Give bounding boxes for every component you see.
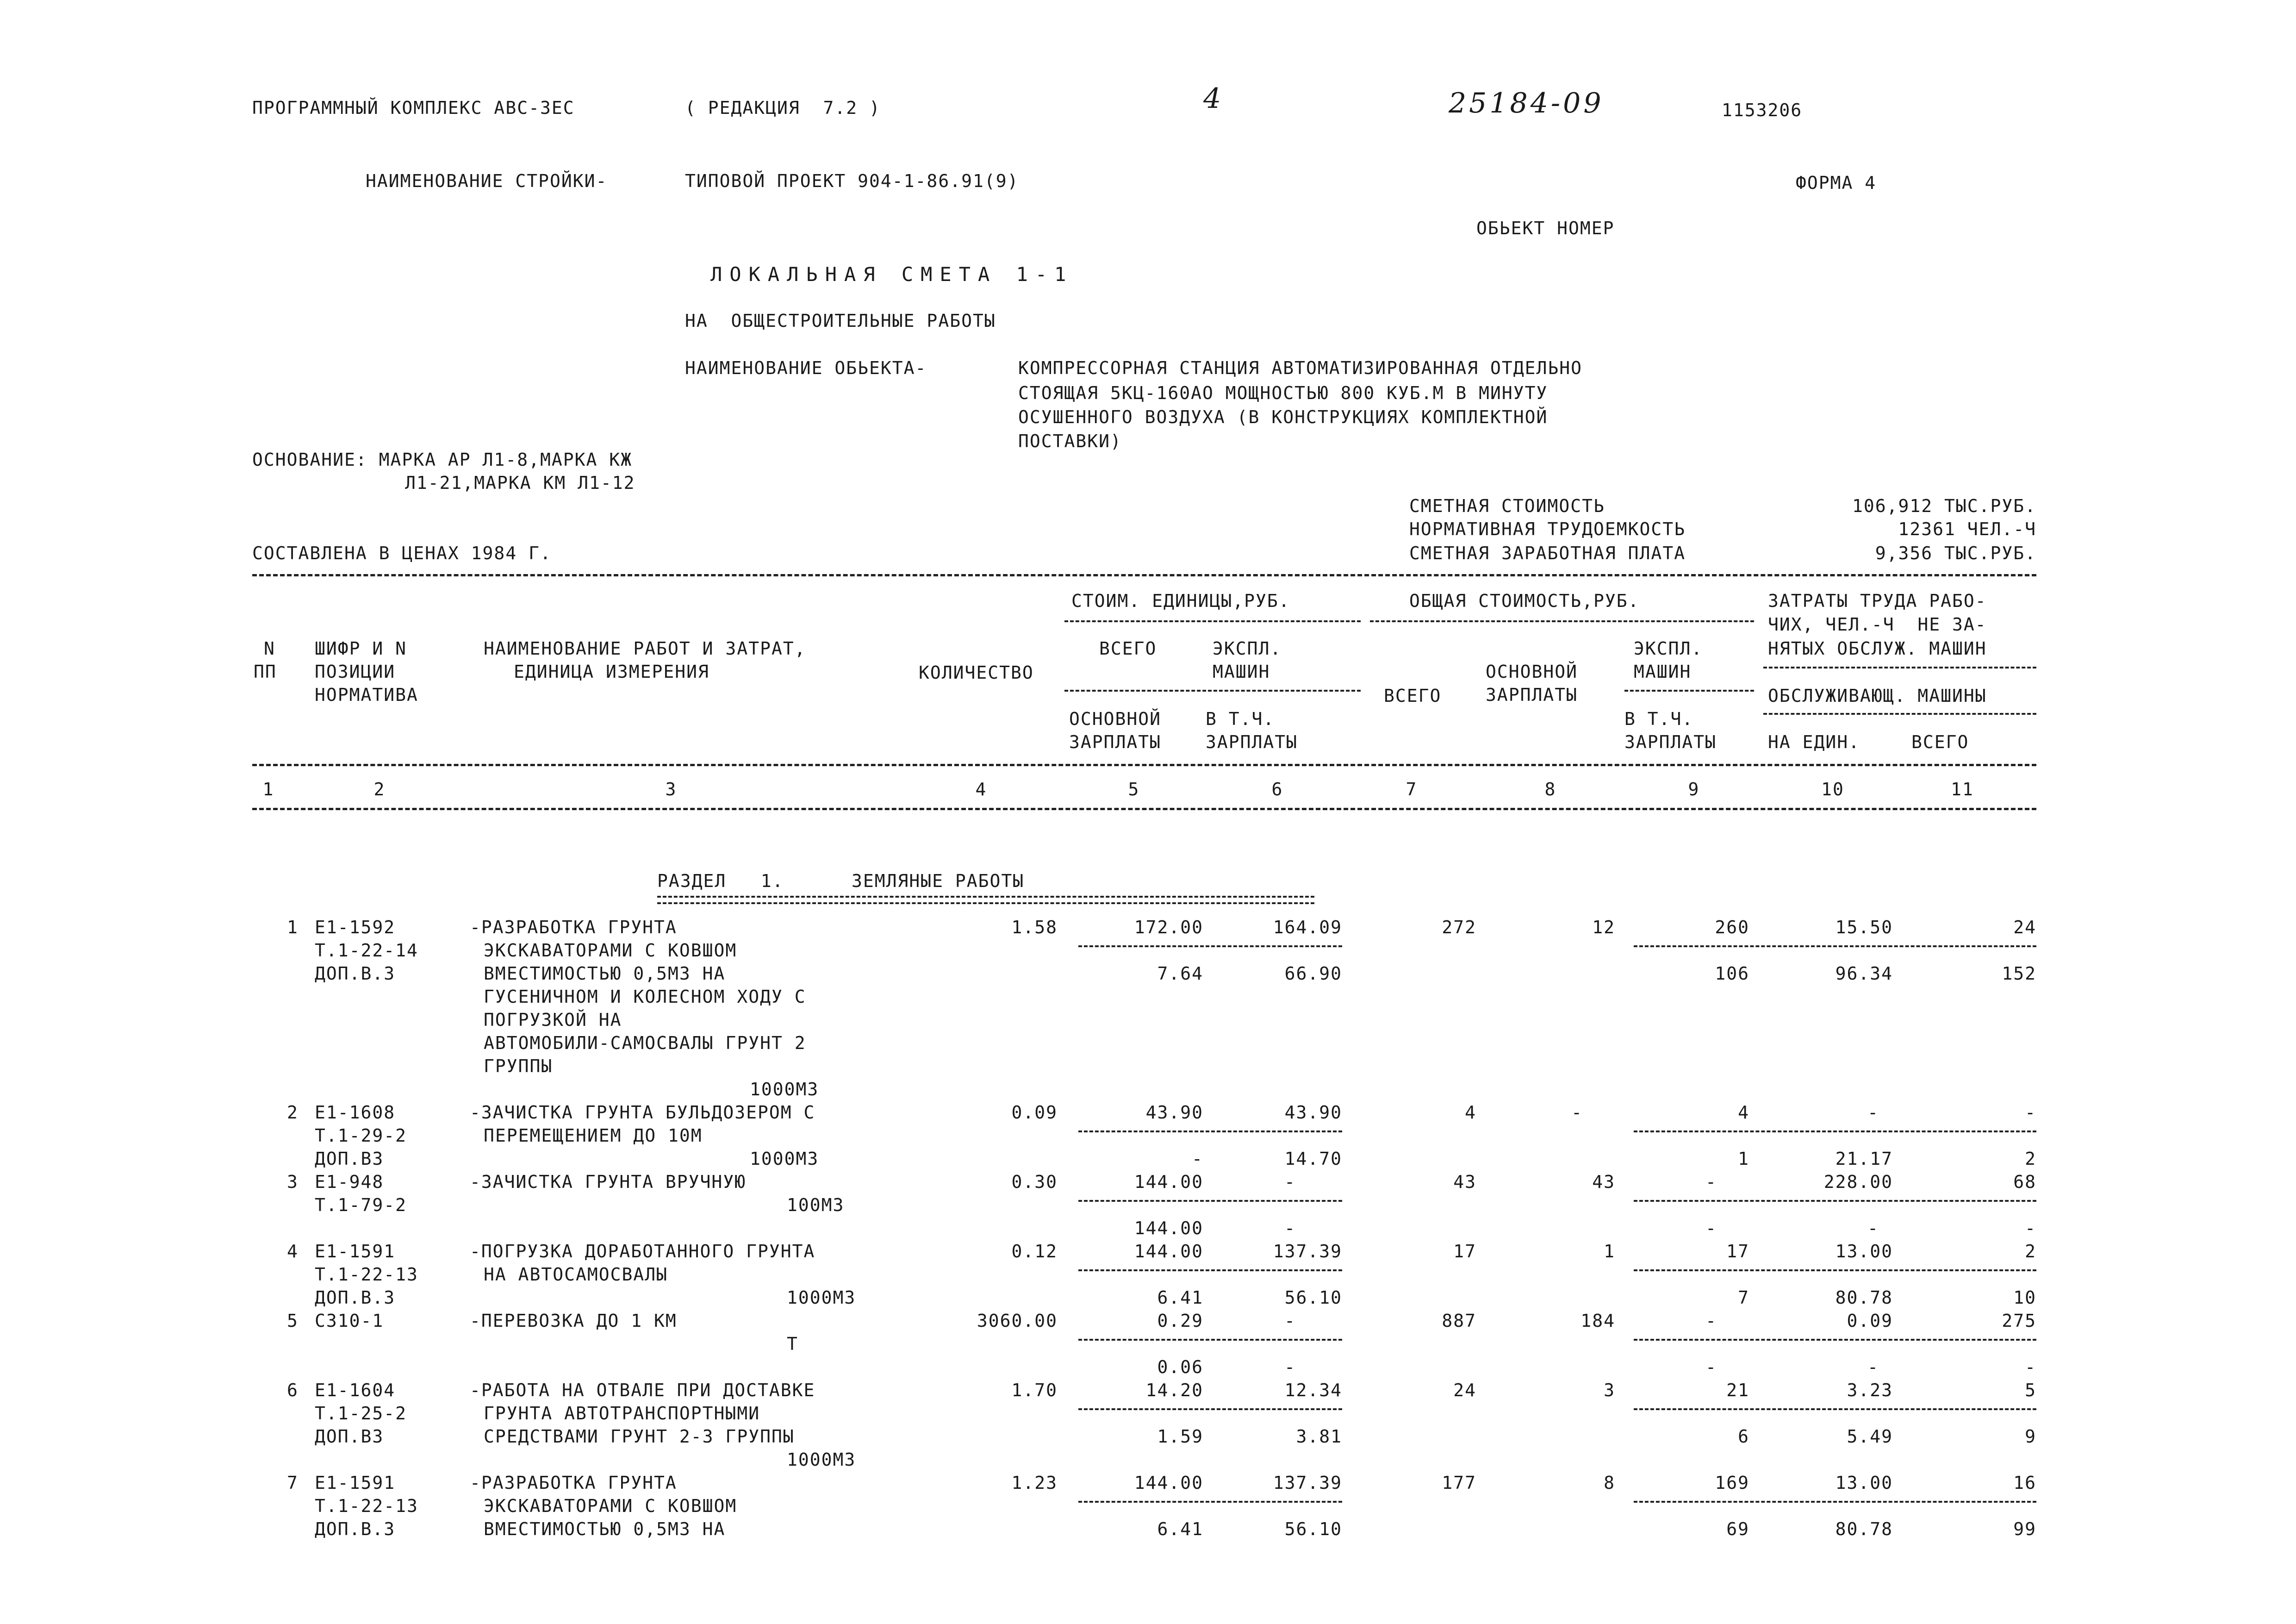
row-2-tc-exp: 4 <box>1738 1102 1749 1123</box>
h-labor-rule-2 <box>1763 713 2036 715</box>
row-5-qty: 3060.00 <box>977 1311 1058 1331</box>
edition: ( РЕДАКЦИЯ 7.2 ) <box>685 98 881 118</box>
row-1-lab-total: 24 <box>2013 917 2036 937</box>
document-subtitle: НА ОБЩЕСТРОИТЕЛЬНЫЕ РАБОТЫ <box>685 311 996 331</box>
row-2-code-2: Т.1-29-2 <box>315 1125 407 1146</box>
row-1-lab-unit-2: 96.34 <box>1835 963 1893 984</box>
row-5-lab-total-2: - <box>2025 1357 2036 1377</box>
row-7-desc-1: -РАЗРАБОТКА ГРУНТА <box>470 1473 677 1493</box>
object-label: НАИМЕНОВАНИЕ ОБЬЕКТА- <box>685 358 927 378</box>
h-col3-l2: ЕДИНИЦА ИЗМЕРЕНИЯ <box>514 662 709 682</box>
summary-label-wage: СМЕТНАЯ ЗАРАБОТНАЯ ПЛАТА <box>1409 543 1686 563</box>
row-6-unit: 1000М3 <box>787 1449 856 1470</box>
row-7-n: 7 <box>287 1473 299 1493</box>
row-3-right-rule <box>1634 1200 2036 1202</box>
row-1-right-rule <box>1634 945 2036 947</box>
row-6-desc-2: ГРУНТА АВТОТРАНСПОРТНЫМИ <box>484 1403 760 1424</box>
construction-value: ТИПОВОЙ ПРОЕКТ 904-1-86.91(9) <box>685 171 1019 191</box>
summary-label-labor: НОРМАТИВНАЯ ТРУДОЕМКОСТЬ <box>1409 519 1686 539</box>
h-col1-l2: ПП <box>254 662 277 682</box>
row-4-uc-base: 6.41 <box>1157 1287 1203 1308</box>
row-6-tc-incl: 6 <box>1738 1426 1749 1447</box>
h-unit-cost: СТОИМ. ЕДИНИЦЫ,РУБ. <box>1071 591 1290 611</box>
row-2-qty: 0.09 <box>1011 1102 1058 1123</box>
row-6-lab-unit: 3.23 <box>1847 1380 1893 1400</box>
row-1-desc-7: ГРУППЫ <box>484 1056 553 1076</box>
summary-value-wage: 9,356 ТЫС.РУБ. <box>1875 543 2036 563</box>
row-2-uc-all: 43.90 <box>1145 1102 1203 1123</box>
row-1-code-1: Е1-1592 <box>315 917 396 937</box>
row-6-uc-rule <box>1078 1408 1342 1410</box>
col-num-10: 10 <box>1821 779 1844 800</box>
row-3-tc-exp: - <box>1705 1172 1717 1192</box>
col-num-3: 3 <box>665 779 677 800</box>
section-name: ЗЕМЛЯНЫЕ РАБОТЫ <box>852 871 1025 891</box>
row-2-uc-base: - <box>1192 1149 1203 1169</box>
row-1-uc-base: 7.64 <box>1157 963 1203 984</box>
row-2-right-rule <box>1634 1131 2036 1132</box>
header-bottom-rule <box>252 808 2036 810</box>
header-top-rule <box>252 574 2036 576</box>
h-unit-cost-rule <box>1064 620 1361 622</box>
object-number-label: ОБЬЕКТ НОМЕР <box>1476 218 1615 238</box>
row-3-lab-total: 68 <box>2013 1172 2036 1192</box>
row-5-tc-base: 184 <box>1580 1311 1615 1331</box>
row-7-tc-all: 177 <box>1442 1473 1476 1493</box>
construction-label: НАИМЕНОВАНИЕ СТРОЙКИ- <box>366 171 608 191</box>
row-2-uc-exp: 43.90 <box>1284 1102 1342 1123</box>
row-2-code-1: Е1-1608 <box>315 1102 396 1123</box>
document-id: 1153206 <box>1722 100 1803 120</box>
row-2-tc-incl: 1 <box>1738 1149 1749 1169</box>
row-4-desc-1: -ПОГРУЗКА ДОРАБОТАННОГО ГРУНТА <box>470 1241 815 1262</box>
section-label: РАЗДЕЛ 1. <box>657 871 784 891</box>
h-tc-base-l2: ЗАРПЛАТЫ <box>1486 685 1578 705</box>
row-5-right-rule <box>1634 1339 2036 1341</box>
h-col4: КОЛИЧЕСТВО <box>919 662 1034 683</box>
h-col1-l1: N <box>264 638 275 659</box>
row-3-uc-rule <box>1078 1200 1342 1202</box>
h-total-cost-rule <box>1370 620 1754 622</box>
row-3-unit: 100М3 <box>787 1195 845 1215</box>
summary-value-cost: 106,912 ТЫС.РУБ. <box>1852 496 2036 516</box>
h-tc-incl-l2: ЗАРПЛАТЫ <box>1624 732 1717 752</box>
h-total: ВСЕГО <box>1911 732 1969 752</box>
header-mid-rule <box>252 764 2036 766</box>
h-col2-l2: ПОЗИЦИИ <box>315 662 396 682</box>
h-tc-base-l1: ОСНОВНОЙ <box>1486 662 1578 682</box>
row-3-uc-base: 144.00 <box>1134 1218 1203 1238</box>
col-num-6: 6 <box>1271 779 1283 800</box>
row-3-uc-all: 144.00 <box>1134 1172 1203 1192</box>
row-1-desc-5: ПОГРУЗКОЙ НА <box>484 1010 622 1030</box>
row-7-lab-total-2: 99 <box>2013 1519 2036 1539</box>
h-total-cost: ОБЩАЯ СТОИМОСТЬ,РУБ. <box>1409 591 1640 611</box>
row-5-uc-exp: - <box>1284 1311 1296 1331</box>
row-3-code-2: Т.1-79-2 <box>315 1195 407 1215</box>
row-4-tc-incl: 7 <box>1738 1287 1749 1308</box>
h-per-unit: НА ЕДИН. <box>1768 732 1860 752</box>
row-7-tc-incl: 69 <box>1726 1519 1749 1539</box>
row-2-desc-1: -ЗАЧИСТКА ГРУНТА БУЛЬДОЗЕРОМ С <box>470 1102 815 1123</box>
col-num-2: 2 <box>373 779 386 800</box>
row-7-right-rule <box>1634 1501 2036 1503</box>
row-6-lab-total: 5 <box>2025 1380 2036 1400</box>
row-4-unit: 1000М3 <box>787 1287 856 1308</box>
row-3-n: 3 <box>287 1172 299 1192</box>
row-5-unit: Т <box>787 1334 798 1354</box>
row-4-uc-rule <box>1078 1269 1342 1271</box>
row-1-desc-4: ГУСЕНИЧНОМ И КОЛЕСНОМ ХОДУ С <box>484 987 806 1007</box>
row-7-desc-2: ЭКСКАВАТОРАМИ С КОВШОМ <box>484 1496 737 1516</box>
row-4-uc-exp: 137.39 <box>1273 1241 1342 1262</box>
h-labor-l3: НЯТЫХ ОБСЛУЖ. МАШИН <box>1768 638 1987 659</box>
row-5-uc-base: 0.06 <box>1157 1357 1203 1377</box>
row-4-qty: 0.12 <box>1011 1241 1058 1262</box>
row-1-desc-6: АВТОМОБИЛИ-САМОСВАЛЫ ГРУНТ 2 <box>484 1033 806 1053</box>
h-labor-rule-1 <box>1763 667 2036 668</box>
row-5-lab-unit: 0.09 <box>1847 1311 1893 1331</box>
row-1-code-3: ДОП.В.3 <box>315 963 396 984</box>
row-6-code-2: Т.1-25-2 <box>315 1403 407 1424</box>
row-1-tc-all: 272 <box>1442 917 1476 937</box>
row-7-uc-rule <box>1078 1501 1342 1503</box>
col-num-4: 4 <box>975 779 987 800</box>
row-3-tc-all: 43 <box>1453 1172 1476 1192</box>
row-3-uc-exp: - <box>1284 1172 1296 1192</box>
h-tc-exp-l2: МАШИН <box>1634 662 1692 682</box>
row-6-tc-exp: 21 <box>1726 1380 1749 1400</box>
row-3-qty: 0.30 <box>1011 1172 1058 1192</box>
object-line-3: ОСУШЕННОГО ВОЗДУХА (В КОНСТРУКЦИЯХ КОМПЛЕКТНОЙ <box>1018 407 1548 427</box>
row-1-lab-total-2: 152 <box>2002 963 2036 984</box>
row-3-tc-base: 43 <box>1592 1172 1615 1192</box>
row-1-lab-unit: 15.50 <box>1835 917 1893 937</box>
row-5-uc-all: 0.29 <box>1157 1311 1203 1331</box>
row-3-lab-unit: 228.00 <box>1823 1172 1893 1192</box>
row-4-uc-incl: 56.10 <box>1284 1287 1342 1308</box>
row-1-desc-2: ЭКСКАВАТОРАМИ С КОВШОМ <box>484 940 737 961</box>
row-6-n: 6 <box>287 1380 299 1400</box>
col-num-1: 1 <box>262 779 274 800</box>
row-1-desc-1: -РАЗРАБОТКА ГРУНТА <box>470 917 677 937</box>
row-2-tc-all: 4 <box>1465 1102 1476 1123</box>
row-3-lab-unit-2: - <box>1867 1218 1879 1238</box>
object-line-4: ПОСТАВКИ) <box>1018 431 1122 451</box>
row-6-uc-exp: 12.34 <box>1284 1380 1342 1400</box>
row-2-lab-unit: - <box>1867 1102 1879 1123</box>
h-labor-l1: ЗАТРАТЫ ТРУДА РАБО- <box>1768 591 1987 611</box>
h-uc-exp-l2: МАШИН <box>1213 662 1270 682</box>
h-labor-l2: ЧИХ, ЧЕЛ.-Ч НЕ ЗА- <box>1768 614 1987 635</box>
h-uc-incl-l2: ЗАРПЛАТЫ <box>1206 732 1298 752</box>
row-1-uc-all: 172.00 <box>1134 917 1203 937</box>
row-1-uc-incl: 66.90 <box>1284 963 1342 984</box>
h-tc-incl-l1: В Т.Ч. <box>1624 709 1694 729</box>
row-4-lab-total-2: 10 <box>2013 1287 2036 1308</box>
row-4-code-1: Е1-1591 <box>315 1241 396 1262</box>
h-uc-base-l1: ОСНОВНОЙ <box>1069 709 1162 729</box>
h-uc-exp-l1: ЭКСПЛ. <box>1213 638 1282 659</box>
row-2-lab-total-2: 2 <box>2025 1149 2036 1169</box>
h-unit-cost-rule-2 <box>1064 690 1361 692</box>
col-num-9: 9 <box>1688 779 1700 800</box>
row-6-uc-incl: 3.81 <box>1296 1426 1342 1447</box>
row-4-code-2: Т.1-22-13 <box>315 1264 418 1285</box>
basis-line-1: ОСНОВАНИЕ: МАРКА АР Л1-8,МАРКА КЖ <box>252 450 632 470</box>
row-7-uc-all: 144.00 <box>1134 1473 1203 1493</box>
summary-label-cost: СМЕТНАЯ СТОИМОСТЬ <box>1409 496 1605 516</box>
row-7-code-2: Т.1-22-13 <box>315 1496 418 1516</box>
row-2-unit: 1000М3 <box>750 1149 819 1169</box>
row-2-lab-unit-2: 21.17 <box>1835 1149 1893 1169</box>
row-4-desc-2: НА АВТОСАМОСВАЛЫ <box>484 1264 668 1285</box>
row-7-code-1: Е1-1591 <box>315 1473 396 1493</box>
row-4-lab-unit: 13.00 <box>1835 1241 1893 1262</box>
basis-line-2: Л1-21,МАРКА КМ Л1-12 <box>405 473 635 493</box>
h-tc-exp-l1: ЭКСПЛ. <box>1634 638 1703 659</box>
h-uc-base-l2: ЗАРПЛАТЫ <box>1069 732 1162 752</box>
row-6-uc-all: 14.20 <box>1145 1380 1203 1400</box>
row-5-tc-all: 887 <box>1442 1311 1476 1331</box>
h-tc-exp-rule <box>1624 690 1754 692</box>
row-7-qty: 1.23 <box>1011 1473 1058 1493</box>
row-6-right-rule <box>1634 1408 2036 1410</box>
row-7-tc-exp: 169 <box>1715 1473 1749 1493</box>
row-6-lab-total-2: 9 <box>2025 1426 2036 1447</box>
h-uc-all: ВСЕГО <box>1099 638 1157 659</box>
row-2-uc-rule <box>1078 1131 1342 1132</box>
row-6-tc-base: 3 <box>1604 1380 1615 1400</box>
row-4-code-3: ДОП.В.3 <box>315 1287 396 1308</box>
document-title: ЛОКАЛЬНАЯ СМЕТА 1-1 <box>710 263 1074 286</box>
row-4-tc-base: 1 <box>1604 1241 1615 1262</box>
section-underline <box>657 896 1314 904</box>
col-num-5: 5 <box>1128 779 1140 800</box>
row-3-desc-1: -ЗАЧИСТКА ГРУНТА ВРУЧНУЮ <box>470 1172 747 1192</box>
row-6-qty: 1.70 <box>1011 1380 1058 1400</box>
row-1-tc-exp: 260 <box>1715 917 1749 937</box>
row-2-tc-base: - <box>1571 1102 1583 1123</box>
row-6-desc-3: СРЕДСТВАМИ ГРУНТ 2-3 ГРУППЫ <box>484 1426 795 1447</box>
row-5-tc-exp: - <box>1705 1311 1717 1331</box>
h-col2-l3: НОРМАТИВА <box>315 685 418 705</box>
row-1-tc-base: 12 <box>1592 917 1615 937</box>
row-7-code-3: ДОП.В.3 <box>315 1519 396 1539</box>
page-number: 4 <box>1203 82 1224 115</box>
object-line-2: СТОЯЩАЯ 5КЦ-160АО МОЩНОСТЬЮ 800 КУБ.М В МИНУТУ <box>1018 383 1548 403</box>
row-7-uc-base: 6.41 <box>1157 1519 1203 1539</box>
row-1-unit: 1000М3 <box>750 1079 819 1099</box>
row-6-code-3: ДОП.В3 <box>315 1426 384 1447</box>
row-7-tc-base: 8 <box>1604 1473 1615 1493</box>
row-7-lab-total: 16 <box>2013 1473 2036 1493</box>
row-6-tc-all: 24 <box>1453 1380 1476 1400</box>
row-4-n: 4 <box>287 1241 299 1262</box>
row-6-uc-base: 1.59 <box>1157 1426 1203 1447</box>
row-7-lab-unit-2: 80.78 <box>1835 1519 1893 1539</box>
col-num-7: 7 <box>1406 779 1418 800</box>
row-4-tc-exp: 17 <box>1726 1241 1749 1262</box>
row-4-tc-all: 17 <box>1453 1241 1476 1262</box>
row-3-code-1: Е1-948 <box>315 1172 384 1192</box>
row-1-desc-3: ВМЕСТИМОСТЬЮ 0,5М3 НА <box>484 963 726 984</box>
row-1-code-2: Т.1-22-14 <box>315 940 418 961</box>
row-1-n: 1 <box>287 917 299 937</box>
row-2-n: 2 <box>287 1102 299 1123</box>
h-uc-incl-l1: В Т.Ч. <box>1206 709 1275 729</box>
program-name: ПРОГРАММНЫЙ КОМПЛЕКС АВС-ЗЕС <box>252 98 575 118</box>
prices-basis: СОСТАВЛЕНА В ЦЕНАХ 1984 Г. <box>252 543 552 563</box>
h-col3-l1: НАИМЕНОВАНИЕ РАБОТ И ЗАТРАТ, <box>484 638 806 659</box>
row-5-uc-rule <box>1078 1339 1342 1341</box>
row-5-tc-incl: - <box>1705 1357 1717 1377</box>
row-5-n: 5 <box>287 1311 299 1331</box>
row-2-lab-total: - <box>2025 1102 2036 1123</box>
row-6-code-1: Е1-1604 <box>315 1380 396 1400</box>
h-tc-all: ВСЕГО <box>1384 686 1442 706</box>
row-3-uc-incl: - <box>1284 1218 1296 1238</box>
col-num-11: 11 <box>1951 779 1974 800</box>
form-label: ФОРМА 4 <box>1796 173 1877 193</box>
row-7-desc-3: ВМЕСТИМОСТЬЮ 0,5М3 НА <box>484 1519 726 1539</box>
row-7-uc-incl: 56.10 <box>1284 1519 1342 1539</box>
row-7-lab-unit: 13.00 <box>1835 1473 1893 1493</box>
row-1-tc-incl: 106 <box>1715 963 1749 984</box>
row-7-uc-exp: 137.39 <box>1273 1473 1342 1493</box>
row-4-lab-unit-2: 80.78 <box>1835 1287 1893 1308</box>
row-1-uc-rule <box>1078 945 1342 947</box>
row-4-right-rule <box>1634 1269 2036 1271</box>
row-5-code-1: С310-1 <box>315 1311 384 1331</box>
row-2-code-3: ДОП.В3 <box>315 1149 384 1169</box>
row-5-lab-unit-2: - <box>1867 1357 1879 1377</box>
object-line-1: КОМПРЕССОРНАЯ СТАНЦИЯ АВТОМАТИЗИРОВАННАЯ ОТДЕЛЬНО <box>1018 358 1583 378</box>
row-2-uc-incl: 14.70 <box>1284 1149 1342 1169</box>
row-3-lab-total-2: - <box>2025 1218 2036 1238</box>
row-6-lab-unit-2: 5.49 <box>1847 1426 1893 1447</box>
row-1-qty: 1.58 <box>1011 917 1058 937</box>
row-3-tc-incl: - <box>1705 1218 1717 1238</box>
row-1-uc-exp: 164.09 <box>1273 917 1342 937</box>
row-6-desc-1: -РАБОТА НА ОТВАЛЕ ПРИ ДОСТАВКЕ <box>470 1380 815 1400</box>
document-code: 25184-09 <box>1449 87 1604 119</box>
row-4-lab-total: 2 <box>2025 1241 2036 1262</box>
h-col2-l1: ШИФР И N <box>315 638 407 659</box>
row-5-uc-incl: - <box>1284 1357 1296 1377</box>
row-2-desc-2: ПЕРЕМЕЩЕНИЕМ ДО 10М <box>484 1125 703 1146</box>
row-5-lab-total: 275 <box>2002 1311 2036 1331</box>
col-num-8: 8 <box>1544 779 1556 800</box>
row-5-desc-1: -ПЕРЕВОЗКА ДО 1 КМ <box>470 1311 677 1331</box>
summary-value-labor: 12361 ЧЕЛ.-Ч <box>1898 519 2036 539</box>
row-4-uc-all: 144.00 <box>1134 1241 1203 1262</box>
h-labor-machine: ОБСЛУЖИВАЮЩ. МАШИНЫ <box>1768 686 1987 706</box>
